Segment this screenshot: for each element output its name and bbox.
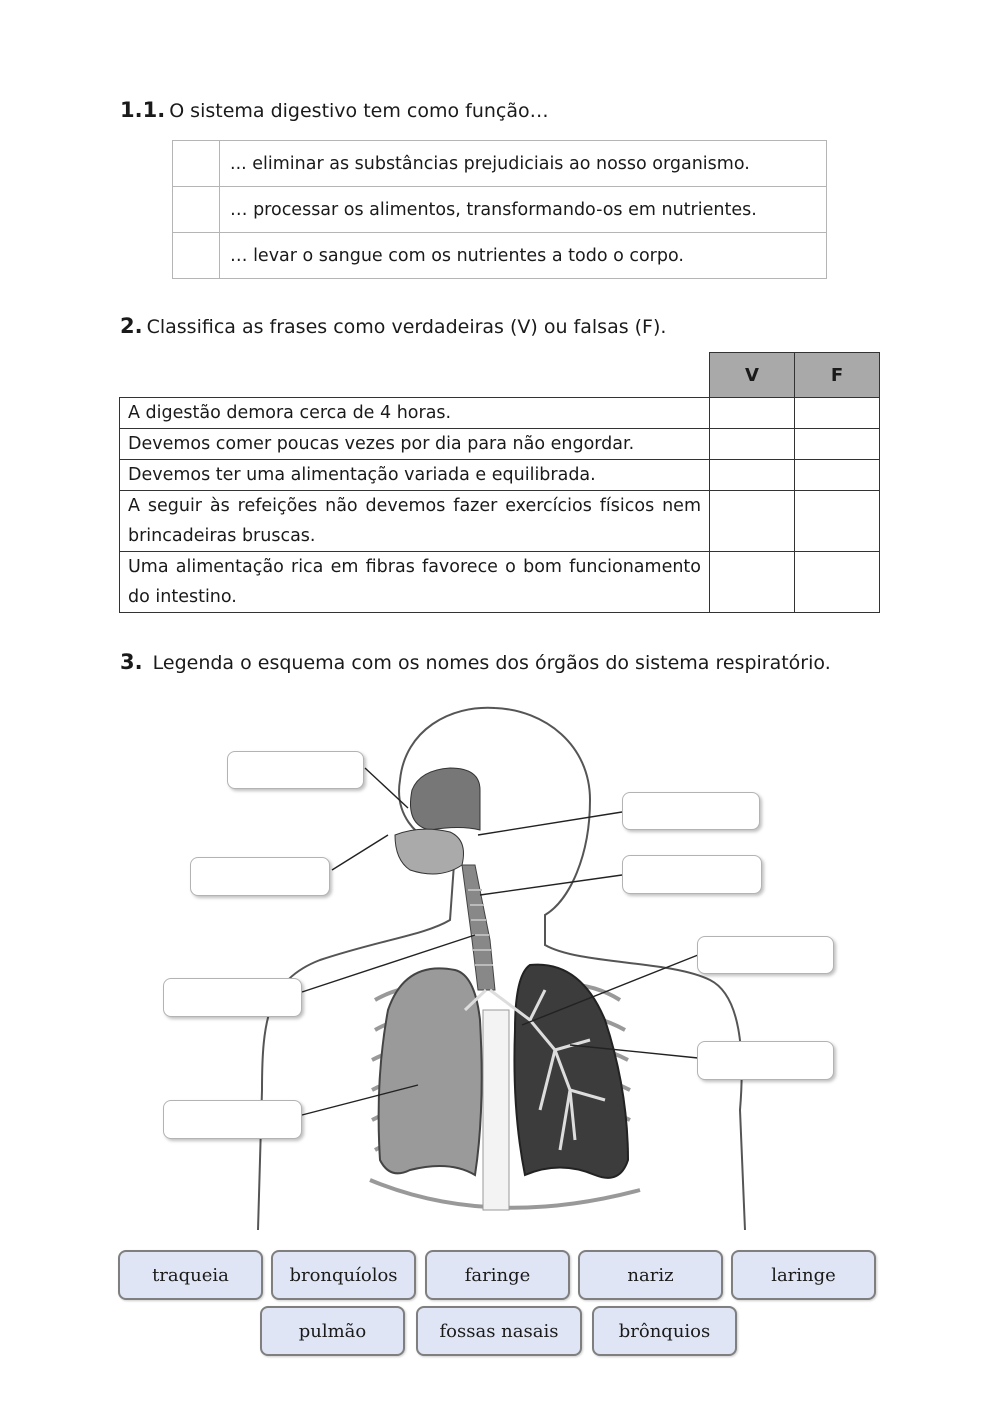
q3-number: 3.	[120, 650, 143, 674]
table-row	[120, 552, 880, 613]
q2-statement-4-false-cell[interactable]	[795, 491, 880, 552]
q2-header-blank	[120, 353, 710, 398]
q2-statement-2-true-cell[interactable]	[710, 429, 795, 460]
q2-statement-2-false-cell[interactable]	[795, 429, 880, 460]
q1-option-3-checkbox[interactable]	[173, 233, 220, 279]
table-row	[120, 460, 880, 491]
q2-statement-3-false-cell[interactable]	[795, 460, 880, 491]
q2-statement-4: A seguir às refeições não devemos fazer exercícios físicos nem brincadeiras bruscas.	[120, 491, 710, 552]
oral-cavity	[395, 829, 464, 874]
q2-statement-5-false-cell[interactable]	[795, 552, 880, 613]
word-fossas-nasais[interactable]: fossas nasais	[416, 1306, 582, 1356]
right-lung	[379, 968, 482, 1175]
q2-true-false-table	[119, 352, 880, 613]
q1-option-1-text: ... eliminar as substâncias prejudiciais ao nosso organismo.	[220, 141, 827, 187]
q2-statement-2: Devemos comer poucas vezes por dia para não engordar.	[120, 429, 710, 460]
q2-statement-3-true-cell[interactable]	[710, 460, 795, 491]
table-row	[120, 398, 880, 429]
q1-option-3-text: … levar o sangue com os nutrientes a todo o corpo.	[220, 233, 827, 279]
word-nariz[interactable]: nariz	[578, 1250, 723, 1300]
q1-option-1-checkbox[interactable]	[173, 141, 220, 187]
spine	[483, 1010, 509, 1210]
q2-statement-5: Uma alimentação rica em fibras favorece o bom funcionamento do intestino.	[120, 552, 710, 613]
table-row	[120, 491, 880, 552]
q2-statement-5-true-cell[interactable]	[710, 552, 795, 613]
q2-statement-4-true-cell[interactable]	[710, 491, 795, 552]
q1-option-row	[173, 141, 827, 187]
q1-options-table	[172, 140, 827, 279]
q3-title	[120, 650, 831, 674]
word-pulmao[interactable]: pulmão	[260, 1306, 405, 1356]
trachea	[462, 865, 495, 990]
q2-header-row	[120, 353, 880, 398]
word-laringe[interactable]: laringe	[731, 1250, 876, 1300]
q2-prompt: Classifica as frases como verdadeiras (V) ou falsas (F).	[146, 316, 667, 338]
word-faringe[interactable]: faringe	[425, 1250, 570, 1300]
q2-title	[120, 314, 666, 338]
q2-statement-1: A digestão demora cerca de 4 horas.	[120, 398, 710, 429]
q1-title	[120, 98, 549, 122]
q1-option-2-checkbox[interactable]	[173, 187, 220, 233]
label-slot-4[interactable]	[622, 855, 762, 894]
q1-option-2-text: … processar os alimentos, transformando-os em nutrientes.	[220, 187, 827, 233]
word-bronquios[interactable]: brônquios	[592, 1306, 737, 1356]
q2-statement-1-true-cell[interactable]	[710, 398, 795, 429]
label-slot-7[interactable]	[697, 1041, 834, 1080]
q1-option-row	[173, 233, 827, 279]
label-slot-2[interactable]	[622, 792, 760, 830]
label-slot-1[interactable]	[227, 751, 364, 789]
label-slot-6[interactable]	[163, 978, 302, 1017]
q1-number: 1.1.	[120, 98, 166, 122]
word-traqueia[interactable]: traqueia	[118, 1250, 263, 1300]
q1-prompt: O sistema digestivo tem como função…	[169, 100, 549, 122]
label-slot-5[interactable]	[697, 936, 834, 974]
label-slot-3[interactable]	[190, 857, 330, 896]
q2-number: 2.	[120, 314, 143, 338]
word-bronquiolos[interactable]: bronquíolos	[271, 1250, 416, 1300]
q2-statement-1-false-cell[interactable]	[795, 398, 880, 429]
nasal-cavity	[410, 768, 480, 830]
table-row	[120, 429, 880, 460]
q3-prompt: Legenda o esquema com os nomes dos órgãos do sistema respiratório.	[152, 652, 831, 674]
q2-statement-3: Devemos ter uma alimentação variada e equilibrada.	[120, 460, 710, 491]
q2-header-true: V	[710, 353, 795, 398]
label-slot-8[interactable]	[163, 1100, 302, 1139]
q1-option-row	[173, 187, 827, 233]
q2-header-false: F	[795, 353, 880, 398]
